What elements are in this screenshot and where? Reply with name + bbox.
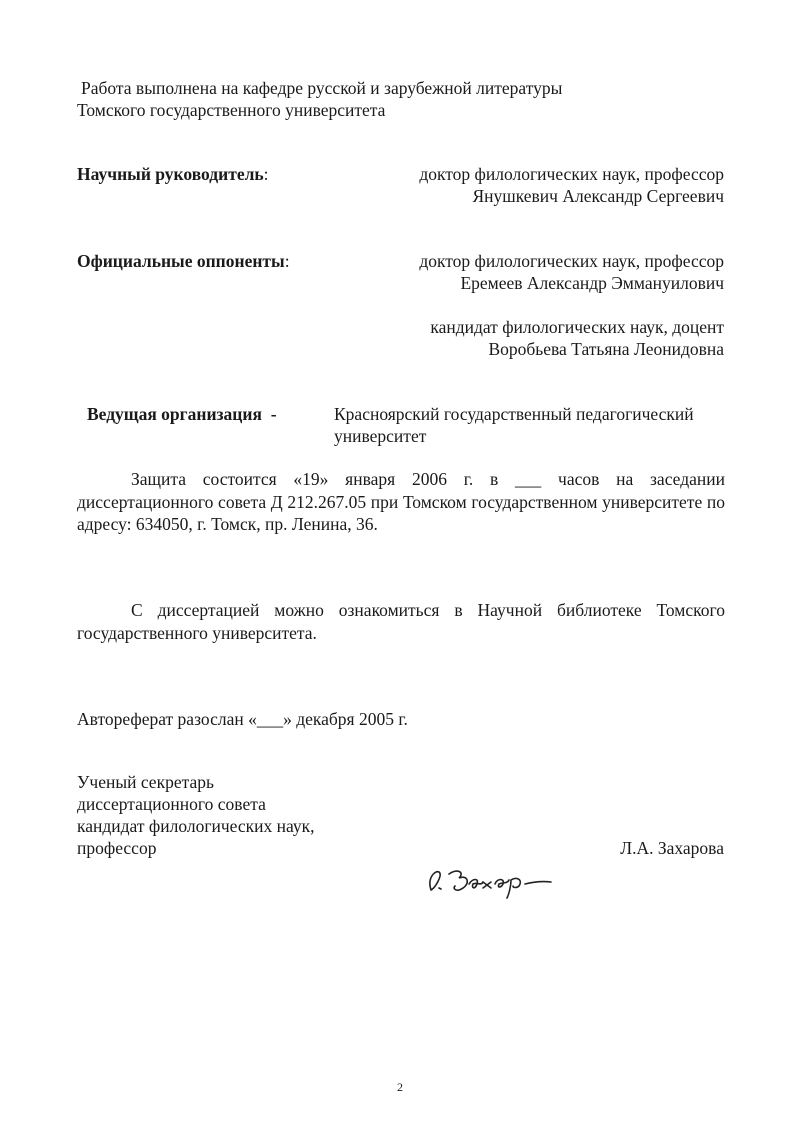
header-line-1: Работа выполнена на кафедре русской и зарубежной литературы xyxy=(81,78,563,98)
secretary-line-2: диссертационного совета xyxy=(77,794,266,814)
opponent-2-name: Воробьева Татьяна Леонидовна xyxy=(488,339,724,359)
secretary-line-4: профессор xyxy=(77,838,157,858)
supervisor-colon: : xyxy=(263,164,269,184)
defense-text: Защита состоится «19» января 2006 г. в ___ часов на заседании диссертационного совета Д 212.267.05 при Томском государственном университете по адресу: 634050, г. Томск, пр. Ленина, 36. xyxy=(77,469,725,534)
opponent-2-degree: кандидат филологических наук, доцент xyxy=(430,317,724,337)
leading-org-label: Ведущая организация - xyxy=(87,404,277,424)
page-number: 2 xyxy=(397,1080,403,1094)
opponent-1-degree: доктор филологических наук, профессор xyxy=(419,251,724,271)
supervisor-label-group xyxy=(77,163,269,185)
library-paragraph xyxy=(77,599,725,644)
secretary-name: Л.А. Захарова xyxy=(620,838,724,858)
header-line-2: Томского государственного университета xyxy=(77,100,386,120)
mailing-line: Автореферат разослан «___» декабря 2005 г. xyxy=(77,709,408,729)
supervisor-label: Научный руководитель xyxy=(77,164,264,184)
secretary-line-3: кандидат филологических наук, xyxy=(77,816,315,836)
secretary-line-1: Ученый секретарь xyxy=(77,772,214,792)
supervisor-name: Янушкевич Александр Сергеевич xyxy=(472,186,724,206)
supervisor-degree: доктор филологических наук, профессор xyxy=(419,164,724,184)
opponent-1-name: Еремеев Александр Эммануилович xyxy=(460,273,724,293)
opponents-label: Официальные оппоненты xyxy=(77,251,285,271)
opponents-colon: : xyxy=(284,251,290,271)
leading-org-line-1: Красноярский государственный педагогический xyxy=(334,404,694,424)
leading-org-line-2: университет xyxy=(334,426,427,446)
library-text: С диссертацией можно ознакомиться в Научной библиотеке Томского государственного университета. xyxy=(77,600,725,643)
defense-paragraph xyxy=(77,468,725,536)
opponents-label-group xyxy=(77,250,290,272)
handwritten-signature xyxy=(425,860,555,900)
